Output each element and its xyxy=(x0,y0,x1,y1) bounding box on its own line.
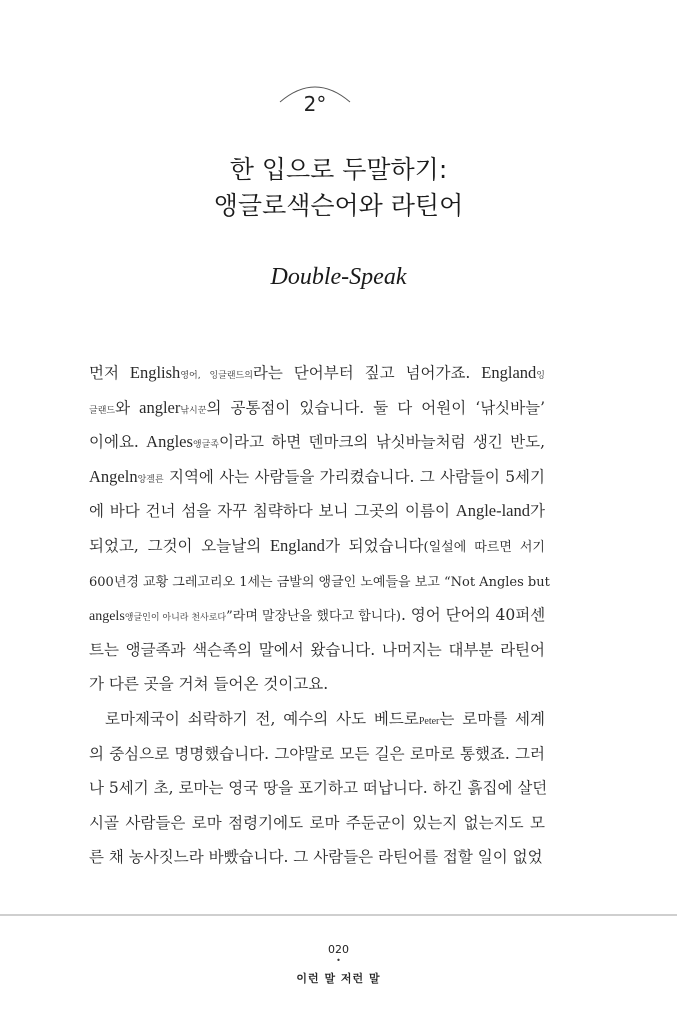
body-text xyxy=(89,356,549,875)
text-line xyxy=(89,529,545,564)
text-run: Angles xyxy=(146,432,193,452)
text-run: (일설에 따르면 서기 xyxy=(423,539,545,555)
text-line xyxy=(89,702,545,737)
gloss-annotation: 앵글족 xyxy=(192,440,220,451)
text-run: 나 5세기 초, 로마는 영국 땅을 포기하고 떠납니다. 하긴 흙집에 살던 xyxy=(89,779,548,798)
text-run: 른 채 농사짓느라 바빴습니다. 그 사람들은 라틴어를 접할 일이 없었 xyxy=(89,848,543,867)
text-run: 시골 사람들은 로마 점령기에도 로마 주둔군이 있는지 없는지도 모 xyxy=(89,813,545,832)
gloss-annotation: 글랜드 xyxy=(89,405,116,416)
footer-divider xyxy=(0,914,677,916)
text-run: 는 로마를 세계 xyxy=(439,709,545,728)
text-run: 에 바다 건너 섬을 자꾸 침략하다 보니 그곳의 이름이 xyxy=(89,502,456,521)
text-run: 지역에 사는 사람들을 가리켰습니다. 그 사람들이 5세기 xyxy=(163,467,545,486)
text-run: 이라고 하면 덴마크의 낚싯바늘처럼 생긴 반도, xyxy=(219,433,545,452)
chapter-subtitle: Double-Speak xyxy=(270,264,407,290)
text-line xyxy=(89,633,545,668)
gloss-annotation: 잉 xyxy=(536,371,545,381)
text-run: 의 중심으로 명명했습니다. 그야말로 모든 길은 로마로 통했죠. 그러 xyxy=(89,744,545,763)
text-run: 의 공통점이 있습니다. 둘 다 어원이 ‘낚싯바늘’ xyxy=(206,398,546,417)
gloss-annotation: Peter xyxy=(418,715,440,727)
text-line xyxy=(89,737,545,772)
text-run: 먼저 xyxy=(89,364,130,382)
chapter-number: 2° xyxy=(303,92,327,116)
text-line xyxy=(89,460,545,495)
chapter-title xyxy=(0,152,677,224)
chapter-badge xyxy=(276,80,354,120)
text-run: ”라며 말장난을 했다고 합니다) xyxy=(226,609,401,625)
gloss-annotation: 앵글인이 아니라 천사로다 xyxy=(124,613,227,624)
text-run: 가 xyxy=(530,502,545,521)
text-run: England xyxy=(269,535,325,555)
text-run: . 영어 단어의 40퍼센 xyxy=(400,606,546,625)
text-run: 가 다른 곳을 거쳐 들어온 것이고요. xyxy=(89,675,329,694)
text-run: 600년경 교황 그레고리오 1세는 금발의 앵글인 노예들을 보고 “Not Angles but xyxy=(89,574,550,590)
text-run: 가 되었습니다 xyxy=(324,536,424,555)
text-run: English xyxy=(129,363,181,382)
text-run: 이에요. xyxy=(89,433,147,452)
text-run: angels xyxy=(89,609,125,625)
text-run: 라는 단어부터 짚고 넘어가죠. xyxy=(252,364,482,382)
text-run: England xyxy=(481,363,537,382)
text-line xyxy=(89,425,545,460)
text-run: 트는 앵글족과 색슨족의 말에서 왔습니다. 나머지는 대부분 라틴어 xyxy=(89,640,545,659)
text-run: 되었고, 그것이 오늘날의 xyxy=(89,536,270,555)
gloss-annotation: 앙겔른 xyxy=(137,474,164,485)
text-line xyxy=(89,840,545,875)
gloss-annotation: 낚시꾼 xyxy=(180,405,207,416)
text-run: 와 xyxy=(115,398,140,417)
folio-separator-icon: • xyxy=(336,956,341,965)
text-line xyxy=(89,806,545,841)
text-line xyxy=(89,598,545,633)
text-line xyxy=(89,564,550,599)
page-number: 020 xyxy=(328,943,349,956)
text-line xyxy=(89,667,545,702)
text-line xyxy=(89,356,545,391)
text-run: angler xyxy=(139,397,181,417)
text-line xyxy=(89,494,545,529)
chapter-title-line-2: 앵글로색슨어와 라틴어 xyxy=(213,191,464,220)
text-run: 로마제국이 쇠락하기 전, 예수의 사도 베드로 xyxy=(105,709,419,728)
text-run: Angle-land xyxy=(455,501,531,521)
running-title: 이런 말 저런 말 xyxy=(296,972,381,985)
text-line xyxy=(89,391,545,426)
chapter-title-line-1: 한 입으로 두말하기: xyxy=(229,155,448,184)
gloss-annotation: 영어, 잉글랜드의 xyxy=(180,371,253,381)
text-run: Angeln xyxy=(89,466,138,486)
text-line xyxy=(89,771,548,806)
